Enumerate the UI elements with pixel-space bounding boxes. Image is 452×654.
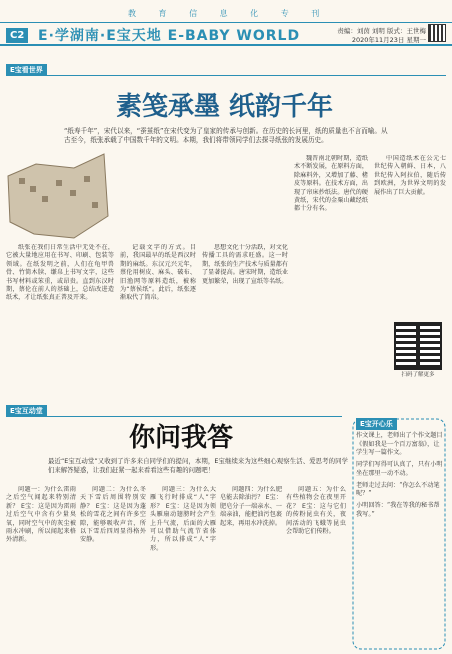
section-code: C2 [6,28,28,43]
top-strip [0,0,452,23]
section-head-interactive: E宝互动堂 [6,405,47,417]
qa-column-4 [220,486,282,650]
qa-column-2 [80,486,146,650]
qr-code[interactable] [394,322,442,370]
qr-small-icon [428,24,446,42]
section-head-see-world: E宝看世界 [6,64,47,76]
joke-paragraph: 小明回答：“我在等我的秘书帮我写。” [356,501,440,518]
date-line: 2020年11月23日 星期一 [351,36,426,44]
joke-text [356,432,444,522]
article-paragraph: 魏晋南北朝时期，造纸术不断发展，在原料方面，除麻料外，又增加了藤、楮皮等原料。在技术方面，出现了帘床抄纸法。唐代的硬黄纸，宋代的金粟山藏经纸都十分有名。 [294,155,368,213]
section-banner: 教 育 信 息 化 专 刊 [128,9,330,18]
qa-paragraph: 问题五：为什么有些植物会在夜里开花？ E宝：这与它们的传粉昆虫有关，夜间活动的飞蛾等昆虫会帮助它们传粉。 [286,486,346,536]
qr-caption: 扫码了解更多 [401,372,435,378]
qa-column-5 [286,486,346,650]
editor-line: 责编：刘茵 刘明 版式：王世梅 [337,27,426,35]
article-paragraph: 纸张在我们日常生活中无处不在，它被大量地应用在书写、印刷、包装等领域。在纸发明之前，人们在龟甲兽骨、竹简木牍、缣帛上书写文字，这些书写材料或笨重，或昂贵。直到东汉时期，蔡伦在前人的基础上，总结改进造纸术，才让纸张真正普及开来。 [6,244,114,302]
page-meta [337,27,426,45]
qa-column-3 [150,486,216,650]
qa-paragraph: 问题三：为什么大雁飞行时排成“人”字形？ E宝：这是因为领头雁扇动翅膀时会产生上升气流，后面的大雁可以借助气流节省体力，所以排成“人”字形。 [150,486,216,552]
joke-paragraph: 作文课上，老师出了个作文题目《假如我是一个百万富翁》，让学生写一篇作文。 [356,432,443,457]
qa-intro [48,457,348,477]
article-paragraph: 记载文字的方式。目前，我国最早的纸是西汉时期的麻纸。东汉元兴元年，蔡伦用树皮、麻头、破布、旧渔网等原料造纸，被称为“蔡侯纸”。此后，纸张逐渐取代了简帛。 [120,244,196,302]
article-column-3 [202,244,288,419]
article-column-5 [374,155,446,320]
article-column-4 [294,155,368,419]
joke-paragraph: 同学们写得可认真了，只有小明坐在那里一动不动。 [356,461,443,477]
qa-intro-text: 最近“E宝互动堂”又收到了许多来自同学们的提问，本期，E宝继续来为这些细心观察生活、爱思考的同学们来解答疑惑，让我们赶紧一起来看看这些有趣的问题吧！ [48,457,348,474]
article-column-1 [6,244,114,419]
article-paragraph: 思想文化十分活跃，对文化传播工具的需求旺盛。这一时期，纸张的生产技术与质量都有了显著提高。唐宋时期，造纸业更加繁荣，出现了宣纸等名纸。 [202,244,288,285]
joke-paragraph: 老师走过去问：“你怎么不动笔呢？” [356,481,440,498]
header-rule [0,44,452,46]
paper-rubbing-illustration [4,146,110,241]
article-intro: “纸寿千年”，宋代以来，“蚕茧纸”在宋代变为了皇家的传承与创新。在历史的长河里，纸的质量也不言而喻。从古至今，纸张承载了中国数千年的文明。本期，我们将带领同学们去探寻纸张的发展历史。 [64,127,388,144]
article-paragraph: 中国造纸术在公元七世纪传入朝鲜、日本，八世纪传入阿拉伯，随后传到欧洲，为世界文明的发展作出了巨大贡献。 [374,155,446,196]
joke-section-head: E宝开心乐 [356,418,397,430]
qa-title: 你问我答 [129,423,234,453]
qa-paragraph: 问题二：为什么冬天下雪后周围特别安静？ E宝：这是因为蓬松的雪花之间有许多空隙，能够吸收声音，所以下雪后四周显得格外安静。 [80,486,146,544]
qa-column-1 [6,486,76,650]
article-column-2 [120,244,196,419]
section-divider [6,75,446,76]
article-title: 素笺承墨 纸韵千年 [116,92,334,122]
qa-paragraph: 问题一：为什么雷雨之后空气闻起来特别清新？ E宝：这是因为雷雨过后空气中含有少量臭氧，同时空气中的灰尘被雨水冲刷，所以闻起来格外清新。 [6,486,76,544]
brand-title: E·学湖南·E宝天地 E-BABY WORLD [38,28,301,44]
qa-paragraph: 问题四：为什么肥皂能去除油污？ E宝：肥皂分子一端亲水、一端亲油，能把油污包裹起来，再用水冲洗掉。 [220,486,282,527]
